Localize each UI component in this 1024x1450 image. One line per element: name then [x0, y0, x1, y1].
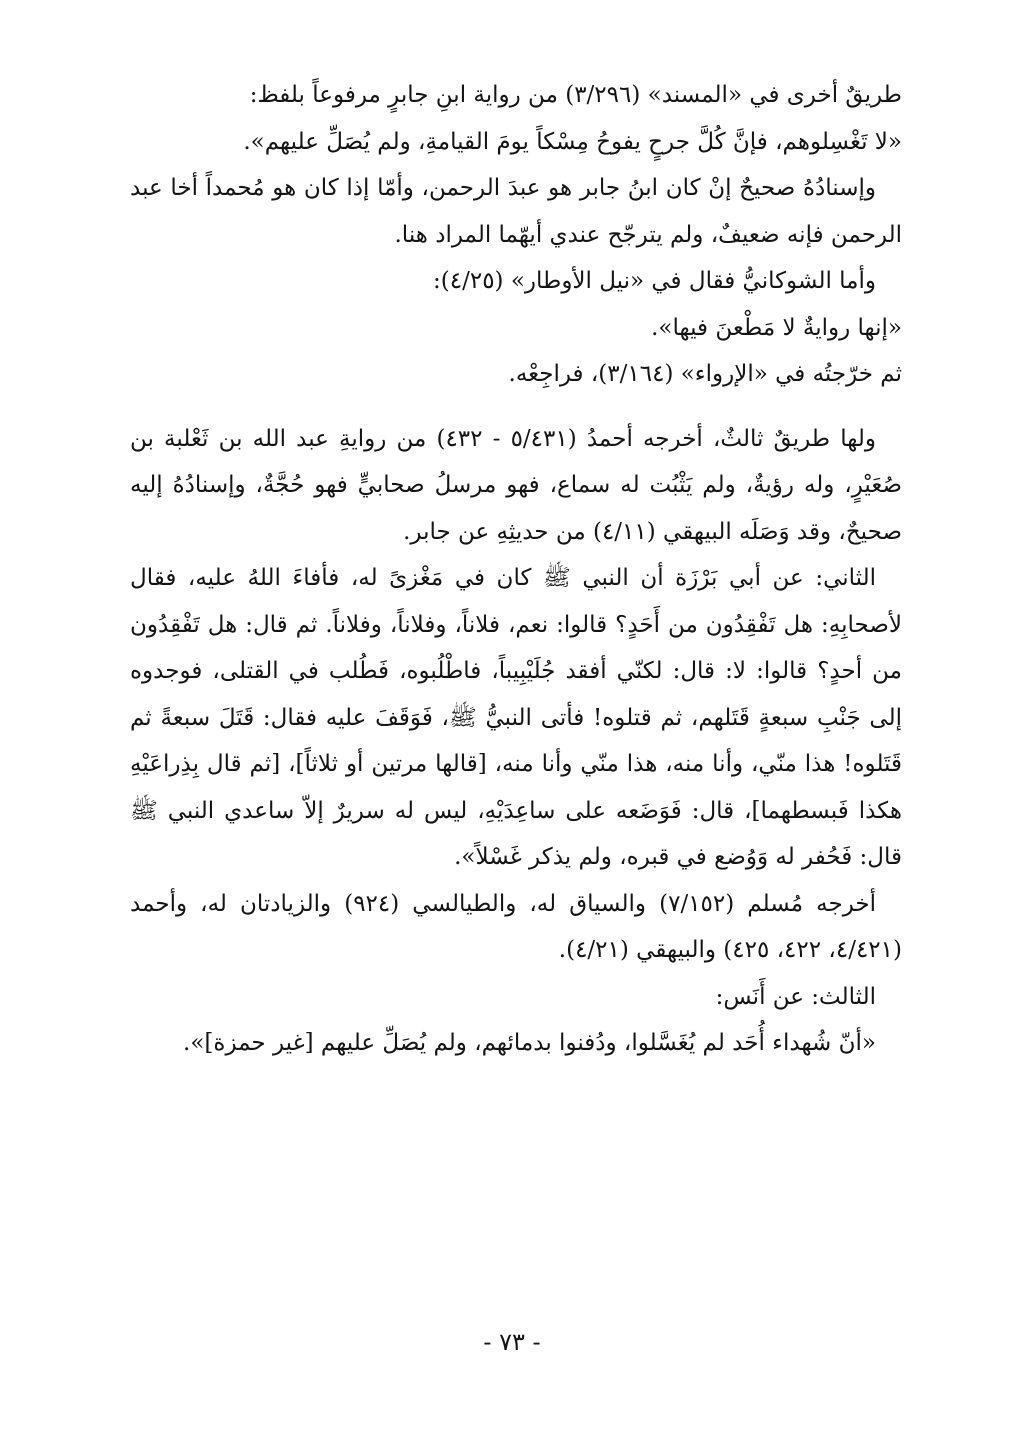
page-body [130, 72, 902, 1067]
paragraph-tariq-musnad: طريقٌ أخرى في «المسند» (٣/٢٩٦) من رواية ابنِ جابرٍ مرفوعاً بلفظ: [249, 82, 902, 108]
paragraph-takhrij-muslim: أخرجه مُسلم (٧/١٥٢) والسياق له، والطيالسي (٩٢٤) والزيادتان له، وأحمد (٤/٤٢١، ٤٢٢، ٤٢٥) والبيهقي (٤/٢١). [130, 890, 902, 963]
paragraph-shawkani: وأما الشوكانيُّ فقال في «نيل الأوطار» (٤/٢٥): [433, 268, 876, 294]
paragraph-irwa: ثم خرّجتُه في «الإرواء» (٣/١٦٤)، فراجِعْه. [508, 361, 902, 387]
page-number: - ٧٣ - [483, 1328, 541, 1356]
paragraph-isnad-ibn-jabir: وإسنادُهُ صحيحٌ إنْ كان ابنُ جابر هو عبدَ الرحمن، وأمّا إذا كان هو مُحمداً أخا عبد الرحمن فإنه ضعيفٌ، ولم يترجّح عندي أيهّما المراد هنا. [130, 175, 902, 248]
paragraph-abu-barza-hadith: الثاني: عن أبي بَرْزَة أن النبي ﷺ كان في مَغْزىً له، فأفاءَ اللهُ عليه، فقال لأصحابِهِ: هل تَفْقِدُون من أَحَدٍ؟ قالوا: نعم، فلاناً، وفلاناً، وفلاناً. ثم قال: هل تَفْقِدُون من أحدٍ؟ قالوا: لا: قال: لكنّي أفقد جُلَيْبِيباً، فاطْلُبوه، فَطُلب في القتلى، فوجدوه إلى جَنْبِ سبعةٍ قَتَلهم، ثم قتلوه! فأتى النبيُّ ﷺ، فَوَقَفَ عليه فقال: قَتَلَ سبعةً ثم قَتَلوه! هذا منّي، وأنا منه، هذا منّي وأنا منه، [قالها مرتين أو ثلاثاً]، [ثم قال بِذِراعَيْهِ هكذا فَبسطهما]، قال: فَوَضَعه على ساعِدَيْهِ، ليس له سريرٌ إلاّ ساعدي النبي ﷺ قال: فَحُفر له وَوُضع في قبره، ولم يذكر غَسْلاً». [130, 565, 902, 870]
paragraph-third-tariq: ولها طريقٌ ثالثٌ، أخرجه أحمدُ (٥/٤٣١ - ٤٣٢) من روايةِ عبد الله بن ثَعْلبة بن صُعَيْرٍ، وله رؤيةٌ، ولم يَثْبُت له سماع، فهو مرسلُ صحابيٍّ فهو حُجَّةٌ، وإسنادُهُ إليه صحيحٌ، وقد وَصَلَه البيهقي (٤/١١) من حديثِهِ عن جابر. [130, 425, 902, 545]
hadith-quote-la-taghsiluhum: «لا تَغْسِلوهم، فإنَّ كُلَّ جرحٍ يفوحُ مِسْكاً يومَ القيامةِ، ولم يُصَلِّ عليهم». [243, 128, 902, 155]
quote-shuhada-uhud: «أنّ شُهداء أُحَد لم يُغَسَّلوا، ودُفنوا بدمائهم، ولم يُصَلِّ عليهم [غير حمزة]». [183, 1030, 876, 1056]
heading-third-anas: الثالث: عن أَنَس: [715, 983, 876, 1010]
quote-la-matan: «إنها روايةٌ لا مَطْعنَ فيها». [651, 314, 902, 341]
